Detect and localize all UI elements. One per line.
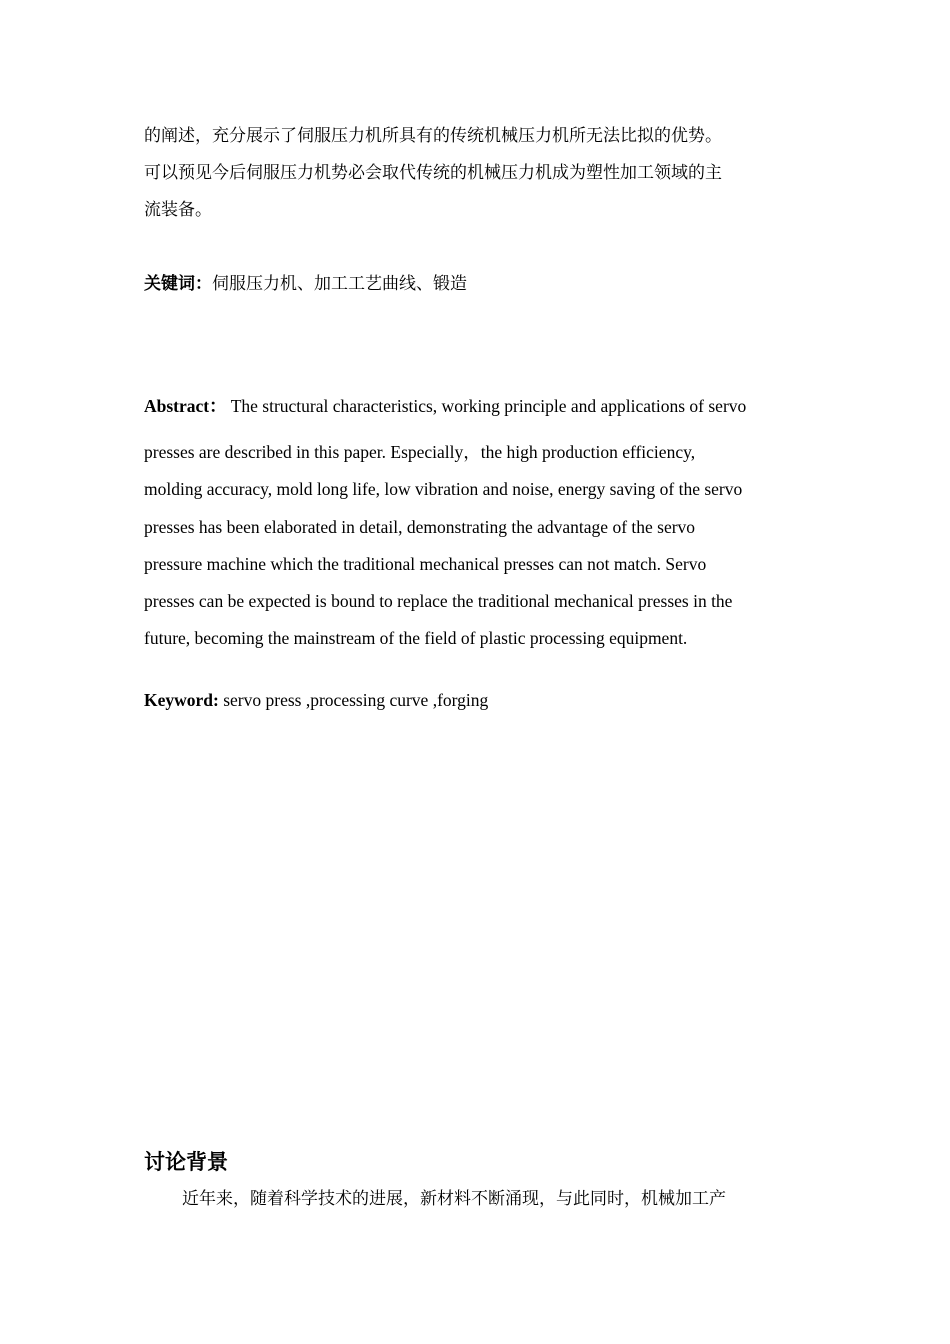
chinese-abstract-continuation bbox=[144, 118, 814, 229]
abstract-line: The structural characteristics, working principle and applications of servo bbox=[230, 396, 747, 416]
english-keywords-label: Keyword: bbox=[144, 690, 219, 710]
abstract-line: future, becoming the mainstream of the field of plastic processing equipment. bbox=[144, 628, 688, 649]
abstract-line: pressure machine which the traditional mechanical presses can not match. Servo bbox=[144, 553, 707, 574]
english-keywords bbox=[144, 686, 824, 714]
abstract-first-line bbox=[144, 392, 824, 420]
english-keywords-text: servo press ,processing curve ,forging bbox=[218, 690, 489, 710]
chinese-keywords-label: 关键词： bbox=[144, 274, 212, 294]
abstract-body bbox=[144, 434, 824, 658]
section-heading: 讨论背景 bbox=[144, 1150, 228, 1174]
chinese-keywords-text: 伺服压力机、加工工艺曲线、锻造 bbox=[212, 274, 467, 294]
abstract-line: molding accuracy, mold long life, low vibration and noise, energy saving of the servo bbox=[144, 479, 743, 500]
chinese-abstract-line: 流装备。 bbox=[144, 200, 212, 220]
abstract-label: Abstract： bbox=[144, 396, 227, 416]
abstract-line: presses has been elaborated in detail, demonstrating the advantage of the servo bbox=[144, 516, 696, 537]
section-first-line: 近年来，随着科学技术的进展，新材料不断涌现，与此同时，机械加工产 bbox=[182, 1189, 726, 1209]
abstract-line: presses can be expected is bound to replace the traditional mechanical presses in the bbox=[144, 591, 733, 612]
chinese-abstract-line: 的阐述，充分展示了伺服压力机所具有的传统机械压力机所无法比拟的优势。 bbox=[144, 126, 722, 146]
chinese-keywords bbox=[144, 266, 467, 303]
abstract-line: presses are described in this paper. Especially，the high production efficiency, bbox=[144, 442, 696, 462]
chinese-abstract-line: 可以预见今后伺服压力机势必会取代传统的机械压力机成为塑性加工领域的主 bbox=[144, 163, 722, 183]
